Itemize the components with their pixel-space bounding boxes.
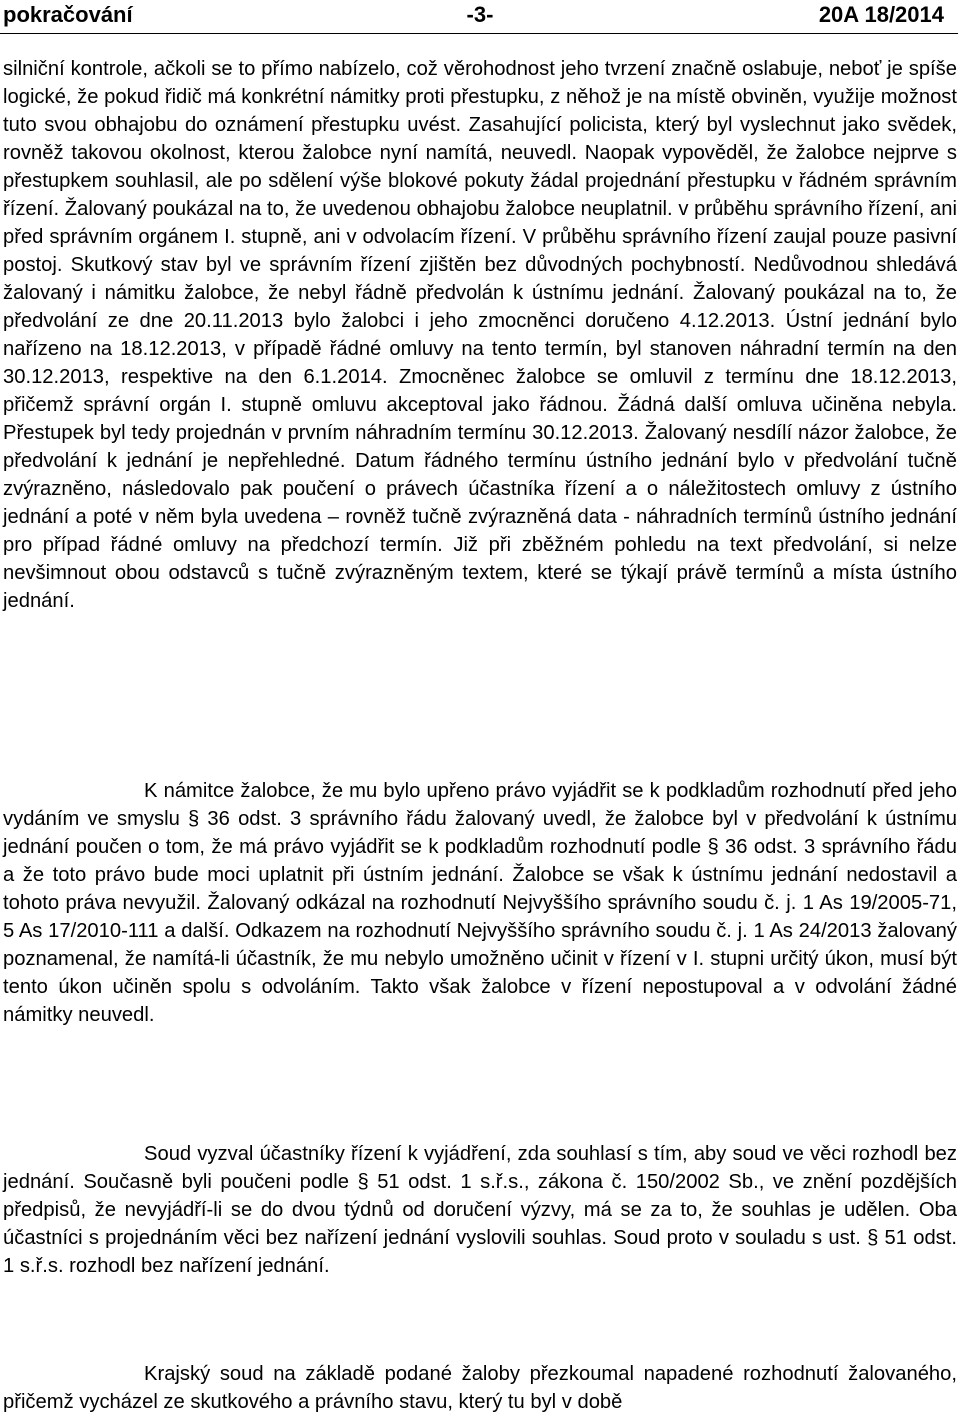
paragraph-2: K námitce žalobce, že mu bylo upřeno právo vyjádřit se k podkladům rozhodnutí před jeho vydáním ve smyslu § 36 odst. 3 správního řádu žalovaný uvedl, že žalobce byl v předvolání k ústnímu jednání poučen o tom, že má právo vyjádřit se k podkladům rozhodnutí podle § 36 odst. 3 správního řádu a že toto právo bude moci uplatnit při ústním jednání. Žalobce se však k ústnímu jednání nedostavil a tohoto práva nevyužil. Žalovaný odkázal na rozhodnutí Nejvyššího správního soudu č. j. 1 As 19/2005-71, 5 As 17/2010-111 a další. Odkazem na rozhodnutí Nejvyššího správního soudu č. j. 1 As 24/2013 žalovaný poznamenal, že namítá-li účastník, že mu nebylo umožněno učinit v řízení v I. stupni určitý úkon, musí být tento úkon učiněn spolu s odvoláním. Takto však žalobce v řízení nepostupoval a v odvolání žádné námitky neuvedl.	[3, 780, 957, 1026]
header-rule	[0, 33, 958, 34]
paragraph-1: silniční kontrole, ačkoli se to přímo nabízelo, což věrohodnost jeho tvrzení značně oslabuje, neboť je spíše logické, že pokud řidič má konkrétní námitky proti přestupku, z něhož je na místě obviněn, využije možnost tuto svou obhajobu do oznámení přestupku uvést. Zasahující policista, který byl vyslechnut jako svědek, rovněž takovou okolnost, kterou žalobce nyní namítá, neuvedl. Naopak vypověděl, že žalobce nejprve s přestupkem souhlasil, ale po sdělení výše blokové pokuty žádal projednání přestupku v řádném správním řízení. Žalovaný poukázal na to, že uvedenou obhajobu žalobce neuplatnil. v průběhu správního řízení, ani před správním orgánem I. stupně, ani v odvolacím řízení. V průběhu správního řízení zaujal pouze pasivní postoj. Skutkový stav byl ve správním řízení zjištěn bez důvodných pochybností. Nedůvodnou shledává žalovaný i námitku žalobce, že nebyl řádně předvolán k ústnímu jednání. Žalovaný poukázal na to, že předvolání ze dne 20.11.2013 bylo žalobci i jeho zmocněnci doručeno 4.12.2013. Ústní jednání bylo nařízeno na 18.12.2013, v případě řádné omluvy na tento termín, byl stanoven náhradní termín na den 30.12.2013, respektive na den 6.1.2014. Zmocněnec žalobce se omluvil z termínu dne 18.12.2013, přičemž správní orgán I. stupně omluvu akceptoval jako řádnou. Žádná další omluva učiněna nebyla. Přestupek byl tedy projednán v prvním náhradním termínu 30.12.2013. Žalovaný nesdílí názor žalobce, že předvolání k jednání je nepřehledné. Datum řádného termínu ústního jednání bylo v předvolání tučně zvýrazněno, následovalo pak poučení o právech účastníka řízení a o náležitostech omluvy z ústního jednání a poté v něm byla uvedena – rovněž tučně zvýrazněná data - náhradních termínů ústního jednání pro případ řádné omluvy na předchozí termín. Již při zběžném pohledu na text předvolání, si nelze nevšimnout obou odstavců s tučně zvýrazněným textem, které se týkají právě termínů a místa ústního jednání.	[3, 58, 957, 612]
page-number: -3-	[466, 2, 494, 27]
header-continuation-label: pokračování	[3, 2, 133, 27]
case-number: 20A 18/2014	[818, 2, 944, 27]
paragraph-4: Krajský soud na základě podané žaloby přezkoumal napadené rozhodnutí žalovaného, přičemž vycházel ze skutkového a právního stavu, který tu byl v době	[3, 1363, 957, 1413]
paragraph-3: Soud vyzval účastníky řízení k vyjádření, zda souhlasí s tím, aby soud ve věci rozhodl bez jednání. Současně byli poučeni podle § 51 odst. 1 s.ř.s., zákona č. 150/2002 Sb., ve znění pozdějších předpisů, že nevyjádří-li se do dvou týdnů od doručení výzvy, má se za to, že souhlas je udělen. Oba účastníci s projednáním věci bez nařízení jednání vyslovili souhlas. Soud proto v souladu s ust. § 51 odst. 1 s.ř.s. rozhodl bez nařízení jednání.	[3, 1143, 957, 1277]
page-header	[0, 0, 960, 34]
